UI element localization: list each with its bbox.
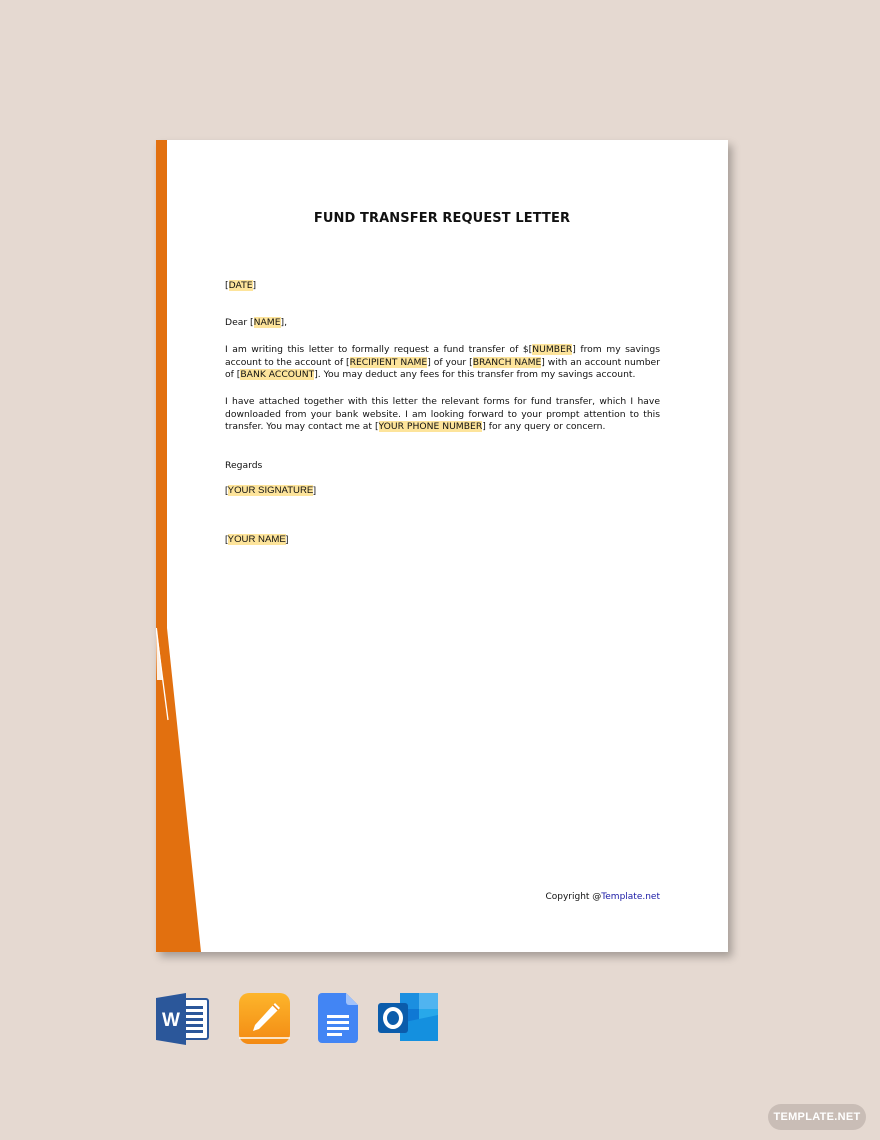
name-placeholder: NAME	[253, 317, 281, 328]
date-line: [DATE]	[225, 280, 257, 291]
salutation: Dear [NAME],	[225, 317, 288, 328]
signature-line: [YOUR SIGNATURE]	[225, 485, 316, 496]
svg-text:W: W	[162, 1010, 180, 1031]
letter-title: FUND TRANSFER REQUEST LETTER	[313, 211, 571, 226]
recipient-name-placeholder: RECIPIENT NAME	[349, 356, 428, 368]
paragraph-1: I am writing this letter to formally request a fund transfer of $[NUMBER] from my savings account to the account of [RECIPIENT NAME] of your [BRANCH NAME] with an account number of [BANK ACCOUNT]. You may deduct any fees for this transfer from my savings account.	[225, 344, 660, 381]
closing: Regards	[225, 460, 263, 471]
branch-name-placeholder: BRANCH NAME	[472, 356, 542, 368]
outlook-icon[interactable]	[378, 993, 440, 1043]
paragraph-2: I have attached together with this letter the relevant forms for fund transfer, which I have downloaded from your bank website. I am looking forward to your prompt attention to this transfer. You may contact me at [YOUR PHONE NUMBER] for any query or concern.	[225, 396, 660, 433]
phone-number-placeholder: YOUR PHONE NUMBER	[378, 421, 483, 433]
copyright-note: Copyright @Template.net	[545, 892, 660, 902]
orange-stripe-decoration	[156, 140, 216, 952]
your-name-placeholder: YOUR NAME	[227, 534, 286, 545]
letter-page	[156, 140, 728, 952]
date-placeholder: DATE	[228, 280, 253, 291]
word-icon[interactable]	[156, 993, 210, 1045]
google-docs-icon[interactable]	[318, 993, 358, 1043]
template-net-link[interactable]: Template.net	[601, 892, 660, 902]
bank-account-placeholder: BANK ACCOUNT	[240, 369, 315, 381]
template-net-badge[interactable]: TEMPLATE.NET	[768, 1104, 866, 1130]
signature-placeholder: YOUR SIGNATURE	[227, 485, 314, 496]
letter-body	[225, 140, 660, 952]
app-icon-row	[0, 990, 880, 1050]
number-placeholder: NUMBER	[532, 344, 573, 355]
your-name-line: [YOUR NAME]	[225, 534, 289, 545]
pages-icon[interactable]	[239, 993, 290, 1044]
